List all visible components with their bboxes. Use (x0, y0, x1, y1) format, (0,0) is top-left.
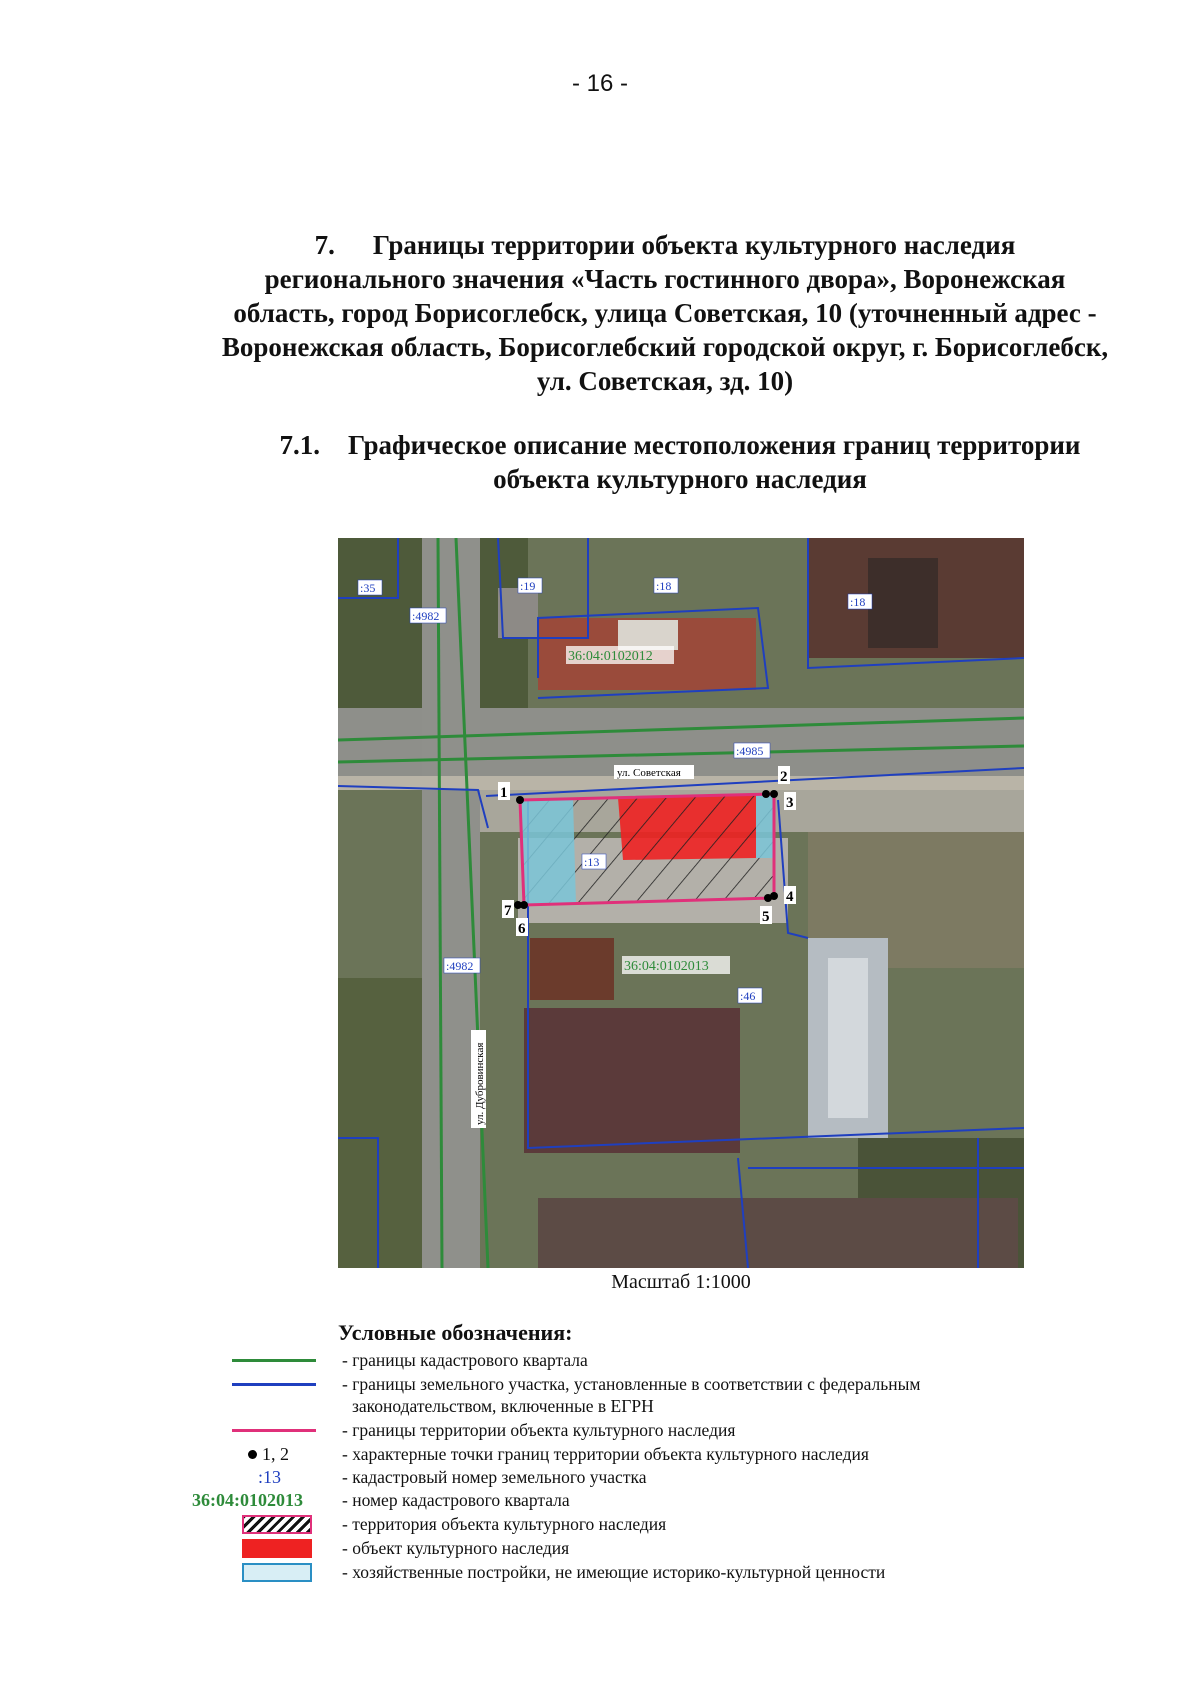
page-number: - 16 - (571, 70, 628, 97)
legend-item-parcel-boundary: - границы земельного участка, установленные в соответствии с федеральным (200, 1374, 1200, 1398)
subsection-heading (230, 428, 1130, 496)
point-label-3: 3 (786, 795, 794, 811)
cadastral-map (338, 538, 1024, 1268)
point-5 (764, 894, 772, 902)
street-label-dubrovinskaya: ул. Дубровинская (474, 1042, 486, 1125)
section-title-line-1: Границы территории объекта культурного наследия (372, 230, 1016, 260)
parcel-label: :18 (850, 595, 866, 609)
parcel-label: :4982 (446, 959, 474, 973)
section-title-line-5: ул. Советская, зд. 10) (536, 366, 794, 396)
subsection-number: 7.1. (279, 430, 320, 460)
subsection-title-line-1: Графическое описание местоположения границ территории (348, 430, 1081, 460)
point-label-4: 4 (786, 889, 794, 905)
parcel-label: :4985 (736, 744, 764, 758)
outbuilding-east (756, 794, 774, 858)
blue-swatch-icon (242, 1563, 312, 1582)
point-2 (762, 790, 770, 798)
legend-item-heritage-boundary: - границы территории объекта культурного наследия (200, 1420, 1200, 1444)
section-title-line-3: область, город Борисоглебск, улица Советская, 10 (уточненный адрес - (233, 298, 1097, 328)
subsection-title-line-2: объекта культурного наследия (493, 464, 867, 494)
pink-line-icon (232, 1429, 316, 1432)
point-label-6: 6 (518, 921, 526, 937)
outbuilding-west (520, 799, 576, 905)
map-scale: Масштаб 1:1000 (611, 1271, 751, 1293)
legend-item-heritage-territory: - территория объекта культурного наследия (200, 1514, 1200, 1538)
parcel-label: :46 (740, 989, 756, 1003)
legend-item-heritage-object: - объект культурного наследия (200, 1538, 1200, 1562)
legend-item-parcel-boundary-cont: законодательством, включенные в ЕГРН (352, 1396, 654, 1416)
parcel-label: :18 (656, 579, 672, 593)
parcel-label: :19 (520, 579, 536, 593)
section-title-line-4: Воронежская область, Борисоглебский городской округ, г. Борисоглебск, (221, 332, 1109, 362)
green-line-icon (232, 1359, 316, 1362)
point-7 (514, 901, 522, 909)
legend-item-parcel-number: :13 - кадастровый номер земельного участка (258, 1467, 647, 1487)
point-label-7: 7 (504, 903, 512, 919)
legend-title: Условные обозначения: (338, 1320, 573, 1345)
street-label-sovetskaya: ул. Советская (617, 767, 681, 779)
quarter-label: 36:04:0102013 (624, 959, 709, 974)
red-swatch-icon (242, 1539, 312, 1558)
point-3 (770, 790, 778, 798)
point-icon (248, 1450, 257, 1459)
parcel-label: :13 (584, 855, 600, 869)
section-heading (200, 228, 1130, 398)
point-label-1: 1 (500, 785, 508, 801)
legend-item-points: 1, 2 - характерные точки границ территории объекта культурного наследия (200, 1444, 1200, 1468)
blue-line-icon (232, 1383, 316, 1386)
legend-item-quarter-number: 36:04:0102013 - номер кадастрового квартала (192, 1490, 570, 1510)
hatch-swatch-icon (242, 1515, 312, 1534)
building-south (524, 1008, 740, 1153)
building-south-west (530, 938, 614, 1000)
point-label-5: 5 (762, 909, 770, 925)
section-title-line-2: регионального значения «Часть гостинного двора», Воронежская (264, 264, 1066, 294)
quarter-label: 36:04:0102012 (568, 649, 653, 664)
heritage-territory (520, 794, 774, 905)
point-label-2: 2 (780, 769, 788, 785)
parcel-label: :35 (360, 581, 376, 595)
point-1 (516, 796, 524, 804)
legend-item-outbuildings: - хозяйственные постройки, не имеющие историко-культурной ценности (200, 1562, 1200, 1586)
legend-item-quarter-boundary: - границы кадастрового квартала (200, 1350, 1200, 1374)
section-number: 7. (314, 230, 335, 260)
parcel-label: :4982 (412, 609, 440, 623)
